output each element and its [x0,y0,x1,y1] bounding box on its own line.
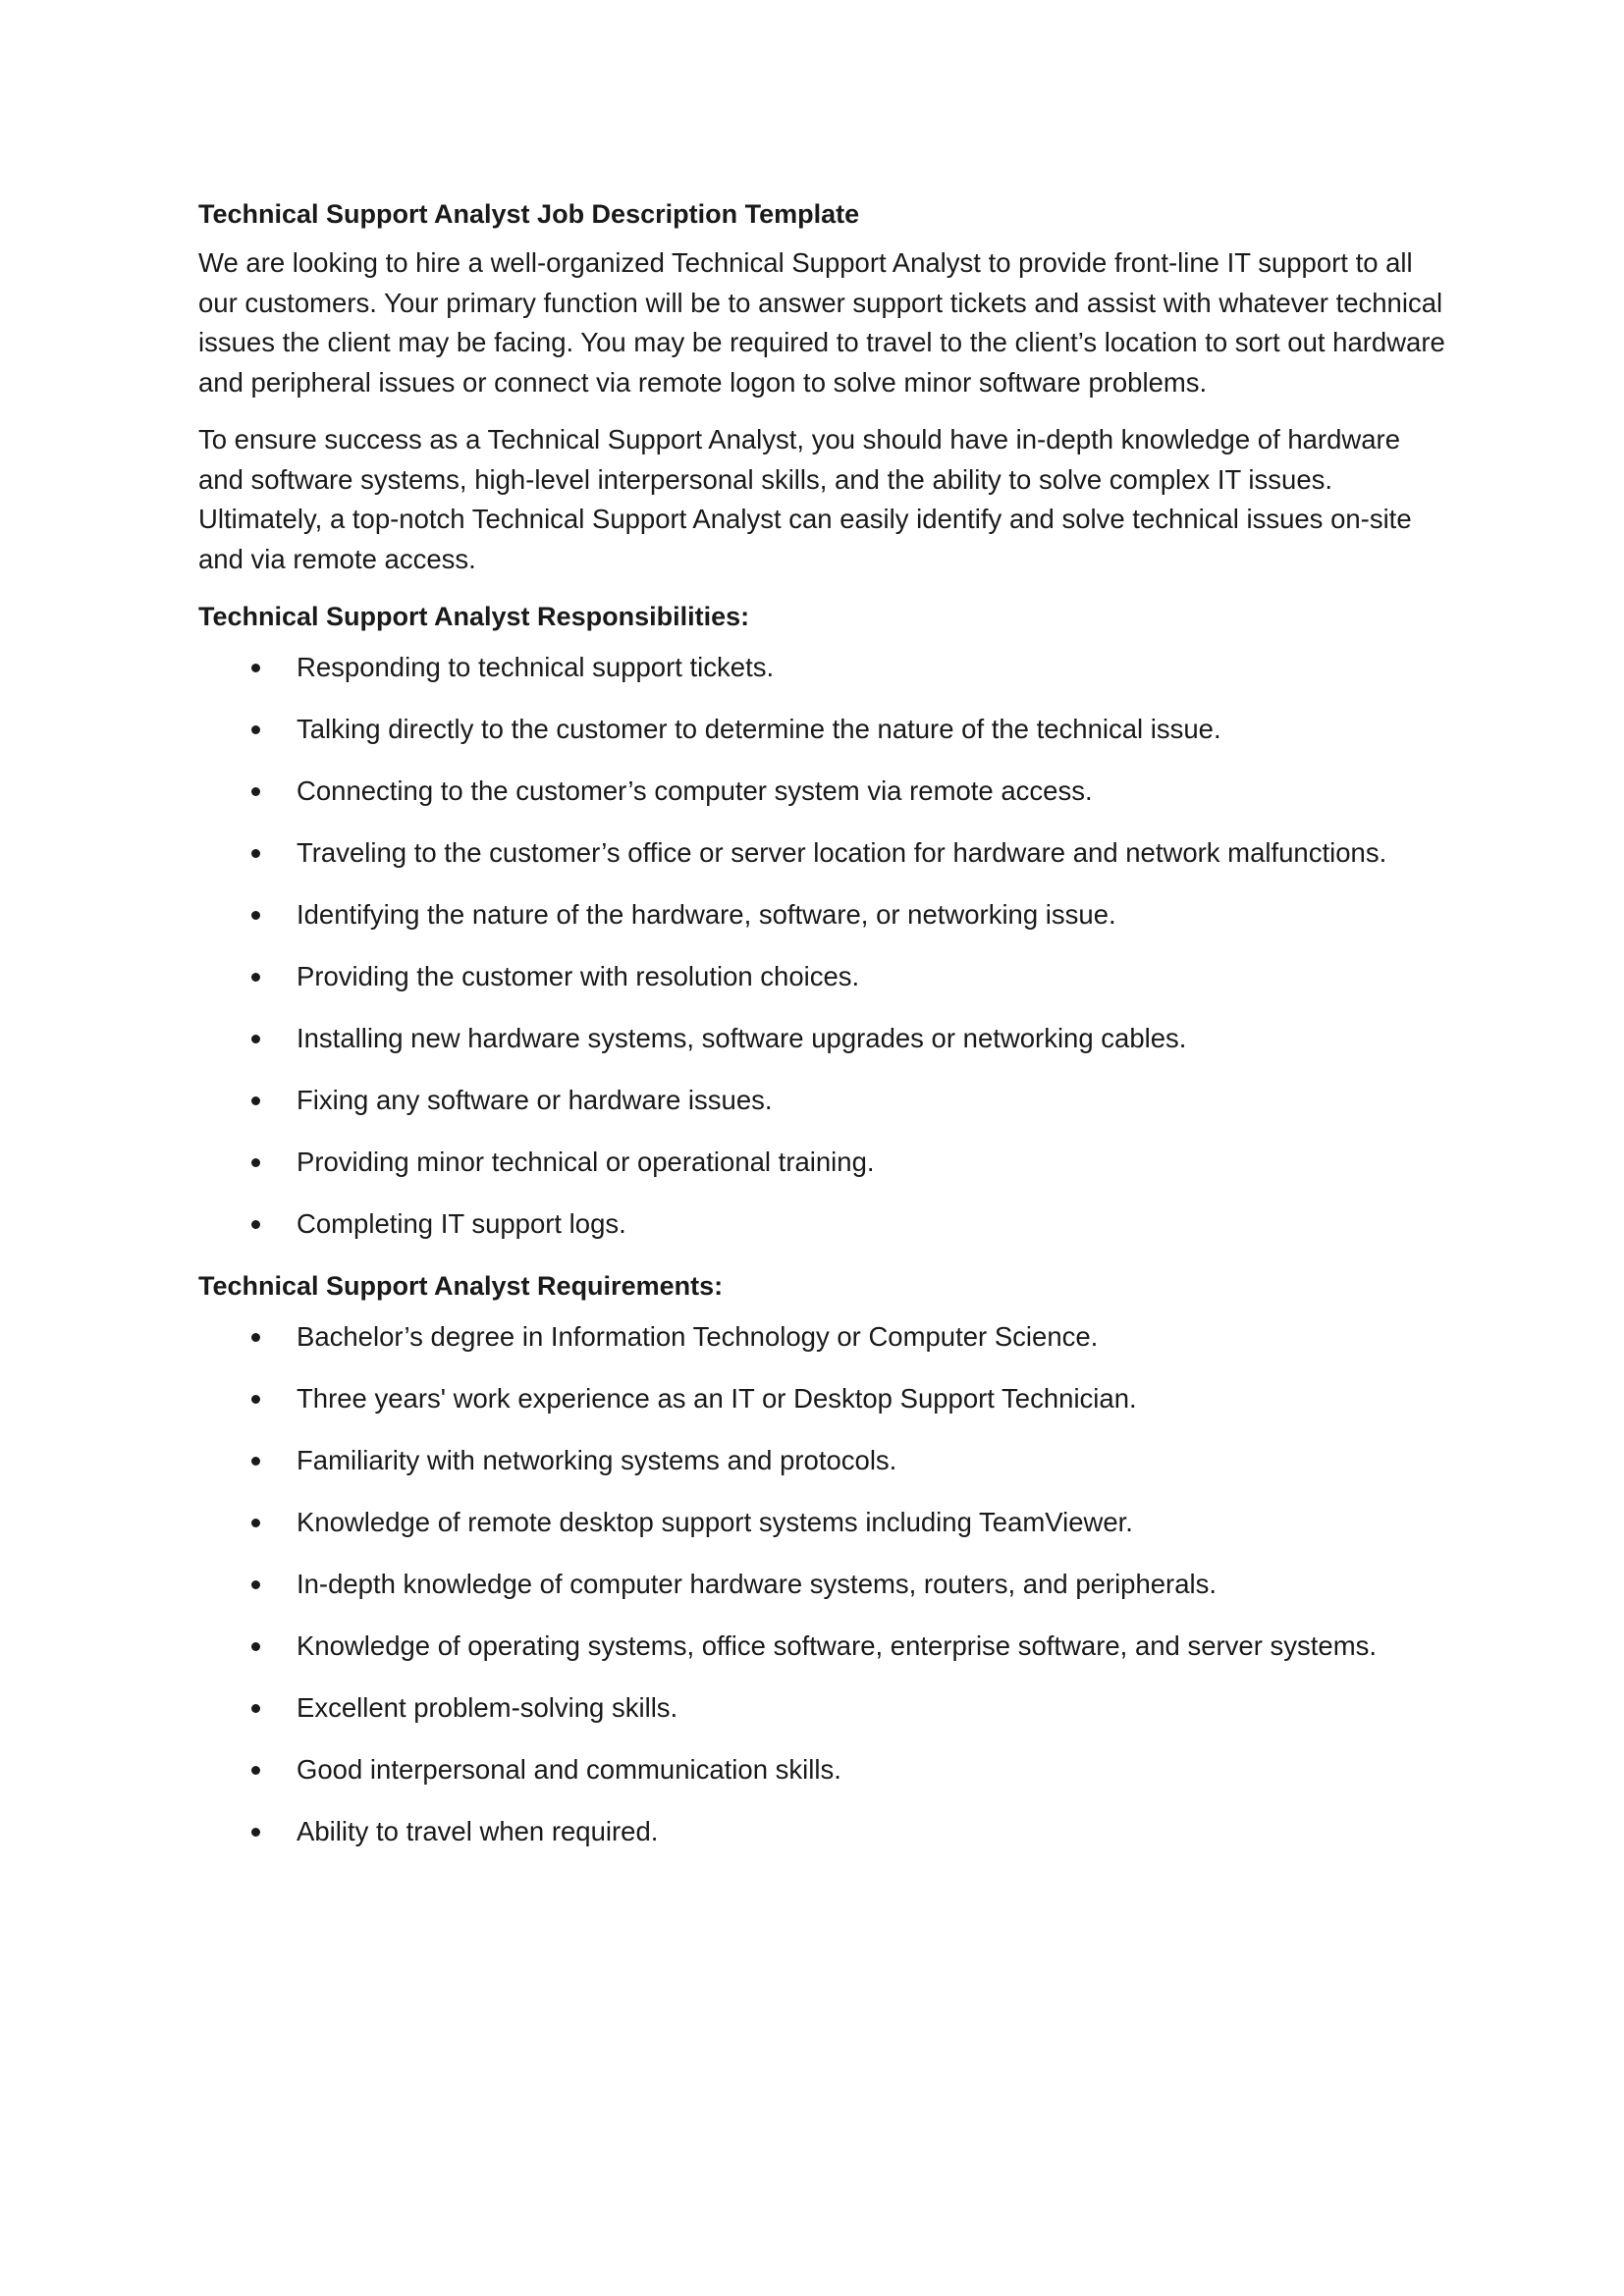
list-item-text: Providing minor technical or operational training. [297,1147,875,1177]
list-item [198,1204,1445,1244]
bullet-icon [251,1766,260,1775]
list-item-text: Providing the customer with resolution choices. [297,961,860,991]
list-item-text: In-depth knowledge of computer hardware systems, routers, and peripherals. [297,1569,1218,1599]
list-item-text: Connecting to the customer’s computer system via remote access. [297,775,1093,806]
list-item-text: Traveling to the customer’s office or server location for hardware and network malfunctions. [297,837,1387,868]
list-item [198,1379,1445,1418]
list-item [198,895,1445,934]
bullet-icon [251,1457,260,1466]
responsibilities-list [198,648,1445,1244]
requirements-heading: Technical Support Analyst Requirements: [198,1271,724,1301]
document-body [198,194,1445,1874]
bullet-icon [251,973,260,982]
list-item-text: Knowledge of operating systems, office software, enterprise software, and server systems. [297,1630,1377,1661]
list-item-text: Talking directly to the customer to determine the nature of the technical issue. [297,714,1221,744]
bullet-icon [251,1096,260,1105]
bullet-icon [251,1519,260,1527]
list-item [198,648,1445,687]
list-item [198,1441,1445,1480]
list-item [198,1750,1445,1789]
requirements-list [198,1317,1445,1851]
list-item-text: Good interpersonal and communication skills. [297,1754,841,1785]
bullet-icon [251,849,260,858]
list-item [198,1143,1445,1182]
bullet-icon [251,725,260,734]
intro-paragraph: We are looking to hire a well-organized Technical Support Analyst to provide front-line IT support to all our customers. Your primary function will be to answer support tickets and assist with whatever technical issues the client may be facing. You may be required to travel to the client’s location to sort out hardware and peripheral issues or connect via remote logon to solve minor software problems. [198,247,1445,398]
list-item-text: Knowledge of remote desktop support systems including TeamViewer. [297,1507,1133,1537]
list-item [198,710,1445,749]
list-item-text: Excellent problem-solving skills. [297,1692,678,1723]
bullet-icon [251,1220,260,1229]
list-item [198,1503,1445,1542]
list-item [198,1627,1445,1666]
bullet-icon [251,1395,260,1404]
list-item [198,1812,1445,1851]
bullet-icon [251,1828,260,1837]
bullet-icon [251,911,260,920]
bullet-icon [251,1704,260,1713]
list-item-text: Responding to technical support tickets. [297,652,775,682]
list-item [198,833,1445,873]
list-item-text: Ability to travel when required. [297,1816,659,1846]
bullet-icon [251,1580,260,1589]
responsibilities-heading: Technical Support Analyst Responsibilities: [198,602,750,631]
list-item [198,1019,1445,1058]
list-item-text: Familiarity with networking systems and protocols. [297,1445,897,1475]
bullet-icon [251,1333,260,1342]
bullet-icon [251,1035,260,1043]
list-item-text: Installing new hardware systems, software upgrades or networking cables. [297,1023,1187,1053]
bullet-icon [251,664,260,672]
list-item [198,1081,1445,1120]
bullet-icon [251,1158,260,1167]
list-item [198,1565,1445,1604]
bullet-icon [251,787,260,796]
list-item-text: Completing IT support logs. [297,1208,626,1239]
list-item [198,1317,1445,1357]
list-item-text: Fixing any software or hardware issues. [297,1085,773,1115]
list-item-text: Three years' work experience as an IT or Desktop Support Technician. [297,1383,1137,1414]
intro-paragraph: To ensure success as a Technical Support Analyst, you should have in-depth knowledge of hardware and software systems, high-level interpersonal skills, and the ability to solve complex IT issues. Ultimately, a top-notch Technical Support Analyst can easily identify and solve technical issues on-site and via remote access. [198,424,1412,574]
list-item [198,1688,1445,1728]
list-item-text: Bachelor’s degree in Information Technology or Computer Science. [297,1321,1099,1352]
list-item [198,772,1445,811]
list-item [198,957,1445,996]
list-item-text: Identifying the nature of the hardware, software, or networking issue. [297,899,1116,930]
bullet-icon [251,1642,260,1651]
document-title: Technical Support Analyst Job Description Template [198,199,860,229]
